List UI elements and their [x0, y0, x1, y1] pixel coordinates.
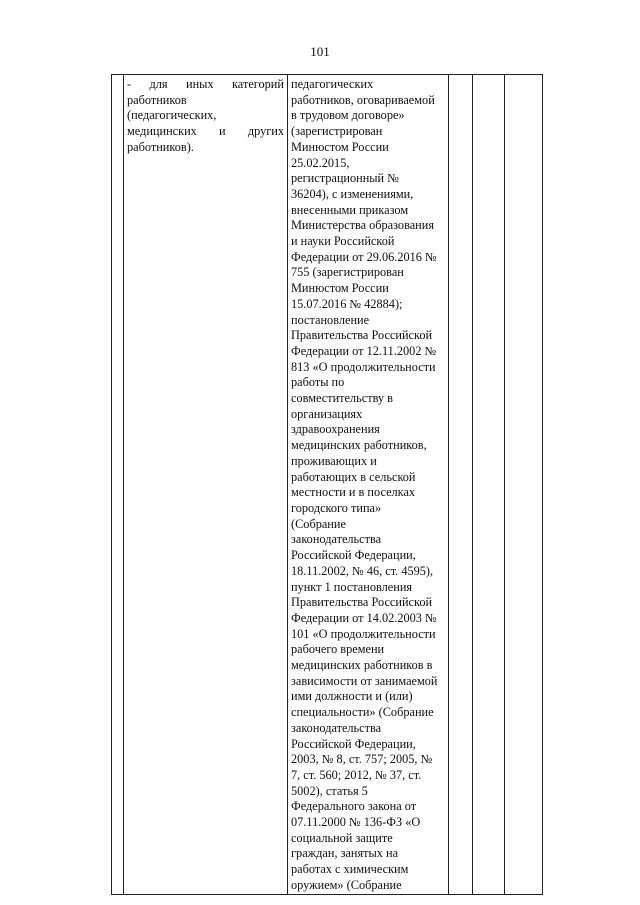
- legal-basis-line: 755 (зарегистрирован: [291, 265, 404, 280]
- legal-basis-line: Минюстом России: [291, 139, 389, 154]
- row-number-cell: [112, 75, 124, 895]
- legal-basis-line: городского типа»: [291, 500, 382, 515]
- legal-basis-line: 101 «О продолжительности: [291, 626, 436, 641]
- legal-basis-line: 7, ст. 560; 2012, № 37, ст.: [291, 767, 422, 782]
- legal-basis-line: рабочего времени: [291, 642, 385, 657]
- legal-basis-line: Федерации от 29.06.2016 №: [291, 249, 437, 264]
- legal-basis-line: (Собрание: [291, 516, 346, 531]
- legal-basis-line: Федерации от 12.11.2002 №: [291, 343, 437, 358]
- category-cell: [124, 75, 288, 895]
- legal-basis-line: организациях: [291, 406, 363, 421]
- category-word: и: [219, 124, 226, 139]
- empty-cell-3: [505, 75, 543, 895]
- legal-basis-line: 36204), с изменениями,: [291, 186, 414, 201]
- category-line: [127, 140, 284, 156]
- legal-basis-line: 15.07.2016 № 42884);: [291, 296, 403, 311]
- legal-basis-line: 07.11.2000 № 136-ФЗ «О: [291, 815, 421, 830]
- legal-basis-line: Российской Федерации,: [291, 548, 416, 563]
- legal-basis-line: 18.11.2002, № 46, ст. 4595),: [291, 563, 434, 578]
- category-line: [127, 77, 284, 93]
- legal-basis-line: работах с химическим: [291, 862, 409, 877]
- legal-basis-line: 813 «О продолжительности: [291, 359, 436, 374]
- legal-basis-line: в трудовом договоре»: [291, 108, 405, 123]
- empty-cell-1: [449, 75, 473, 895]
- category-word: -: [127, 77, 132, 91]
- legal-basis-line: Правительства Российской: [291, 328, 433, 343]
- legal-basis-line: зависимости от занимаемой: [291, 673, 438, 688]
- requirements-table: [111, 74, 543, 895]
- legal-basis-line: совместительству в: [291, 391, 393, 406]
- category-word: работников: [127, 92, 187, 107]
- legal-basis-line: Федерации от 14.02.2003 №: [291, 610, 437, 625]
- table-row: [112, 75, 543, 895]
- legal-basis-line: здравоохранения: [291, 422, 380, 437]
- legal-basis-line: законодательства: [291, 720, 382, 735]
- legal-basis-line: Минюстом России: [291, 281, 389, 296]
- legal-basis-line: и науки Российской: [291, 234, 395, 249]
- legal-basis-line: педагогических: [291, 77, 374, 91]
- legal-basis-line: законодательства: [291, 532, 382, 547]
- legal-basis-line: 2003, № 8, ст. 757; 2005, №: [291, 752, 433, 767]
- legal-basis-line: постановление: [291, 312, 370, 327]
- legal-basis-line: ими должности и (или): [291, 689, 413, 704]
- category-word: категорий: [232, 77, 284, 91]
- legal-basis-line: регистрационный №: [291, 171, 399, 186]
- legal-basis-line: проживающих и: [291, 453, 377, 468]
- category-word: для: [149, 77, 168, 91]
- legal-basis-line: медицинских работников в: [291, 658, 433, 673]
- legal-basis-line: работников, оговариваемой: [291, 92, 435, 107]
- legal-basis-line: Российской Федерации,: [291, 736, 416, 751]
- category-word: работников).: [127, 139, 194, 154]
- legal-basis-line: Правительства Российской: [291, 595, 433, 610]
- empty-cell-2: [473, 75, 505, 895]
- legal-basis-line: специальности» (Собрание: [291, 705, 434, 720]
- legal-basis-line: Министерства образования: [291, 218, 434, 233]
- legal-basis-line: работающих в сельской: [291, 469, 416, 484]
- category-word: иных: [186, 77, 214, 91]
- page-number: 101: [310, 44, 330, 59]
- legal-basis-cell: [288, 75, 449, 895]
- legal-basis-line: (зарегистрирован: [291, 124, 383, 139]
- legal-basis-line: социальной защите: [291, 830, 393, 845]
- category-word: (педагогических,: [127, 108, 217, 123]
- category-line: [127, 124, 284, 140]
- legal-basis-line: оружием» (Собрание: [291, 877, 402, 892]
- legal-basis-text: [291, 77, 445, 894]
- legal-basis-line: Федерального закона от: [291, 799, 417, 814]
- legal-basis-line: 5002), статья 5: [291, 783, 368, 798]
- legal-basis-line: 25.02.2015,: [291, 155, 350, 170]
- legal-basis-line: работы по: [291, 375, 345, 390]
- category-word: других: [247, 124, 284, 139]
- legal-basis-line: пункт 1 постановления: [291, 579, 413, 594]
- legal-basis-line: местности и в поселках: [291, 485, 416, 500]
- legal-basis-line: медицинских работников,: [291, 438, 427, 453]
- category-text: [127, 77, 284, 156]
- category-line: [127, 108, 284, 124]
- category-line: [127, 93, 284, 109]
- legal-basis-line: граждан, занятых на: [291, 846, 399, 861]
- legal-basis-line: внесенными приказом: [291, 202, 409, 217]
- category-word: медицинских: [127, 124, 197, 139]
